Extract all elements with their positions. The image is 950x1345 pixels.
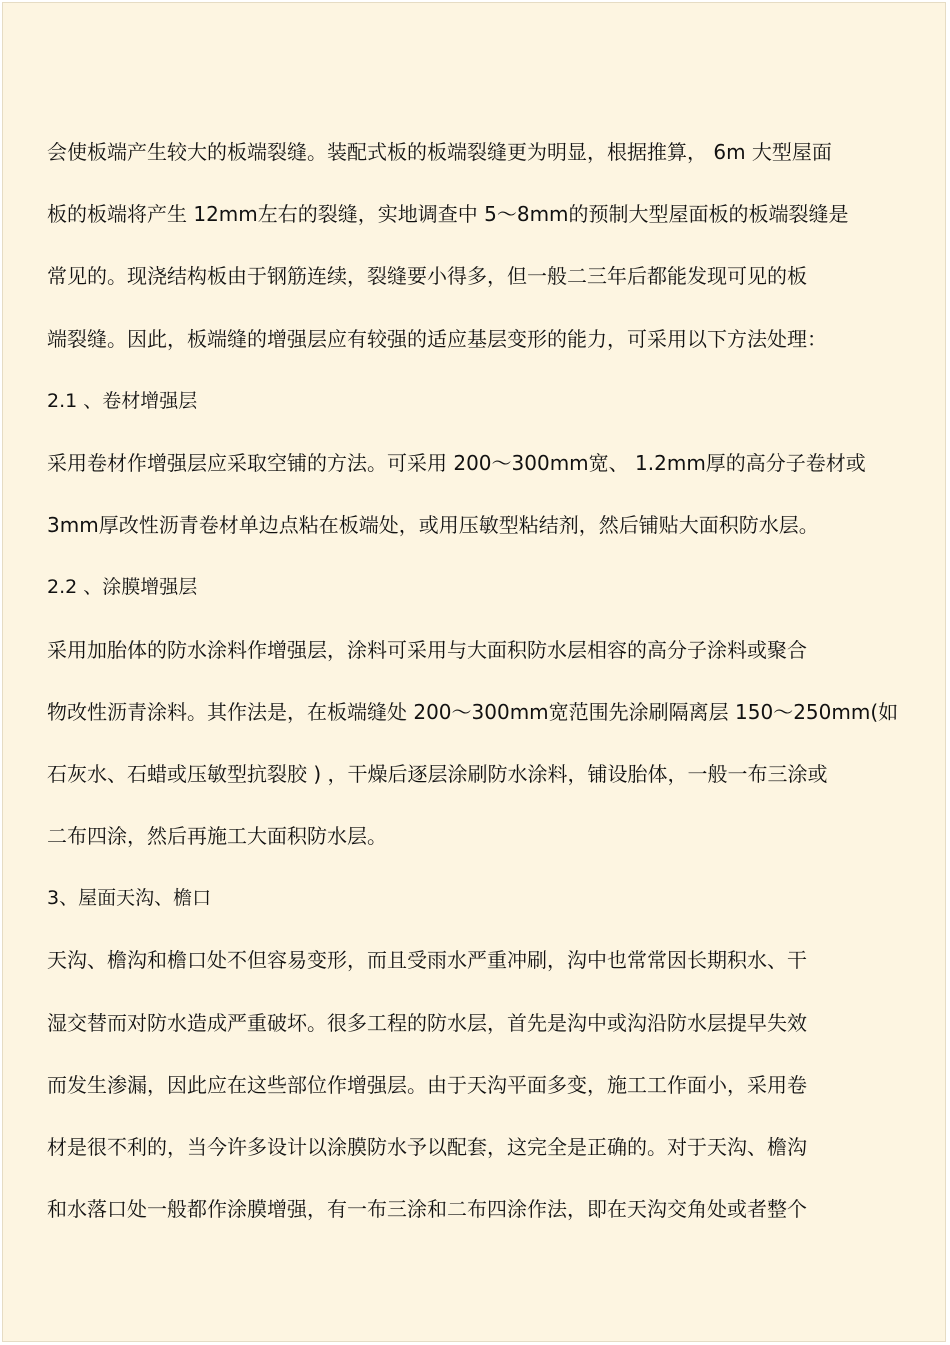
text-line: 会使板端产生较大的板端裂缝。装配式板的板端裂缝更为明显，根据推算， 6m 大型屋面	[47, 140, 832, 164]
text-line: 而发生渗漏，因此应在这些部位作增强层。由于天沟平面多变，施工工作面小，采用卷	[47, 1072, 807, 1097]
section-heading: 2.1 、卷材增强层	[47, 389, 198, 412]
text-line: 二布四涂，然后再施工大面积防水层。	[47, 824, 387, 849]
text-line: 板的板端将产生 12mm左右的裂缝，实地调查中 5～8mm的预制大型屋面板的板端裂缝是	[47, 202, 849, 227]
text-line: 湿交替而对防水造成严重破坏。很多工程的防水层，首先是沟中或沟沿防水层提早失效	[47, 1010, 807, 1035]
section-heading: 3、屋面天沟、檐口	[47, 887, 212, 910]
text-line: 3mm厚改性沥青卷材单边点粘在板端处，或用压敏型粘结剂，然后铺贴大面积防水层。	[47, 513, 819, 538]
document-page	[2, 2, 946, 1342]
section-heading: 2.2 、涂膜增强层	[47, 576, 198, 599]
text-line: 天沟、檐沟和檐口处不但容易变形，而且受雨水严重冲刷，沟中也常常因长期积水、干	[47, 948, 807, 973]
text-line: 端裂缝。因此，板端缝的增强层应有较强的适应基层变形的能力，可采用以下方法处理：	[47, 326, 827, 351]
text-line: 常见的。现浇结构板由于钢筋连续，裂缝要小得多，但一般二三年后都能发现可见的板	[47, 264, 807, 289]
text-line: 石灰水、石蜡或压敏型抗裂胶 ) ，干燥后逐层涂刷防水涂料，铺设胎体，一般一布三涂或	[47, 761, 828, 786]
text-line: 采用卷材作增强层应采取空铺的方法。可采用 200～300mm宽、 1.2mm厚的高分子卷材或	[47, 450, 866, 475]
text-line: 和水落口处一般都作涂膜增强，有一布三涂和二布四涂作法，即在天沟交角处或者整个	[47, 1197, 807, 1222]
document-body	[47, 137, 917, 1256]
text-line: 物改性沥青涂料。其作法是，在板端缝处 200～300mm宽范围先涂刷隔离层 150～250mm(如	[47, 699, 899, 724]
text-line: 采用加胎体的防水涂料作增强层，涂料可采用与大面积防水层相容的高分子涂料或聚合	[47, 637, 807, 662]
text-line: 材是很不利的，当今许多设计以涂膜防水予以配套，这完全是正确的。对于天沟、檐沟	[47, 1135, 807, 1159]
